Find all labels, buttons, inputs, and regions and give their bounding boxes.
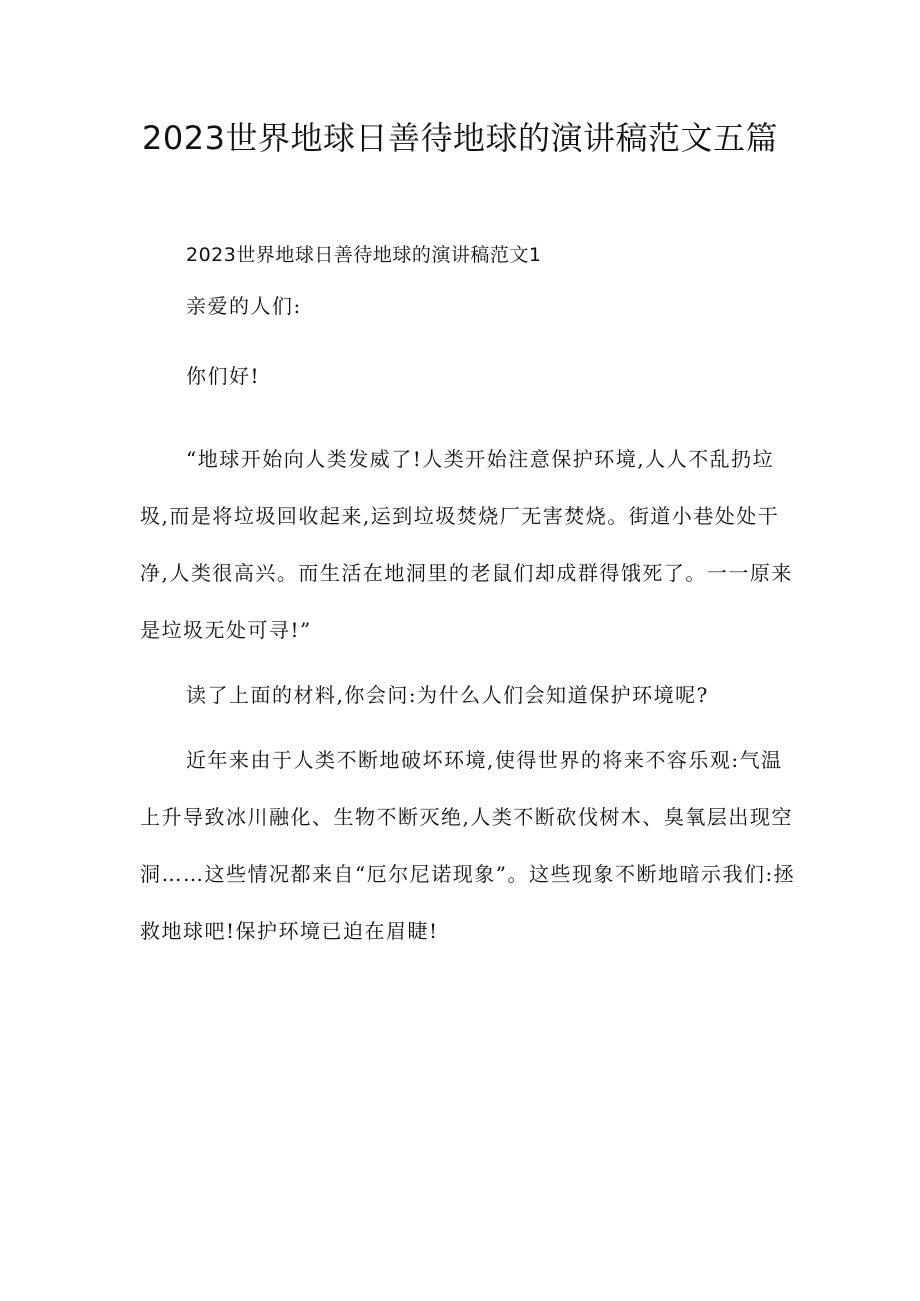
document-title: 2023世界地球日善待地球的演讲稿范文五篇 [142, 119, 778, 157]
paragraph-environment: 近年来由于人类不断地破坏环境,使得世界的将来不容乐观:气温上升导致冰川融化、生物不断灭绝,人类不断砍伐树木、臭氧层出现空洞……这些情况都来自“厄尔尼诺现象”。这些现象不断地暗示我们:拯救地球吧!保护环境已迫在眉睫! [140, 748, 796, 943]
greeting: 你们好! [186, 364, 261, 388]
section-heading: 2023世界地球日善待地球的演讲稿范文1 [186, 244, 542, 266]
document-body [140, 238, 800, 960]
paragraph-quote: “地球开始向人类发威了!人类开始注意保护环境,人人不乱扔垃圾,而是将垃圾回收起来,运到垃圾焚烧厂无害焚烧。街道小巷处处干净,人类很高兴。而生活在地洞里的老鼠们却成群得饿死了。一一原来是垃圾无处可寻!” [140, 447, 793, 642]
salutation: 亲爱的人们: [186, 294, 302, 318]
paragraph-question: 读了上面的材料,你会问:为什么人们会知道保护环境呢? [186, 683, 709, 707]
